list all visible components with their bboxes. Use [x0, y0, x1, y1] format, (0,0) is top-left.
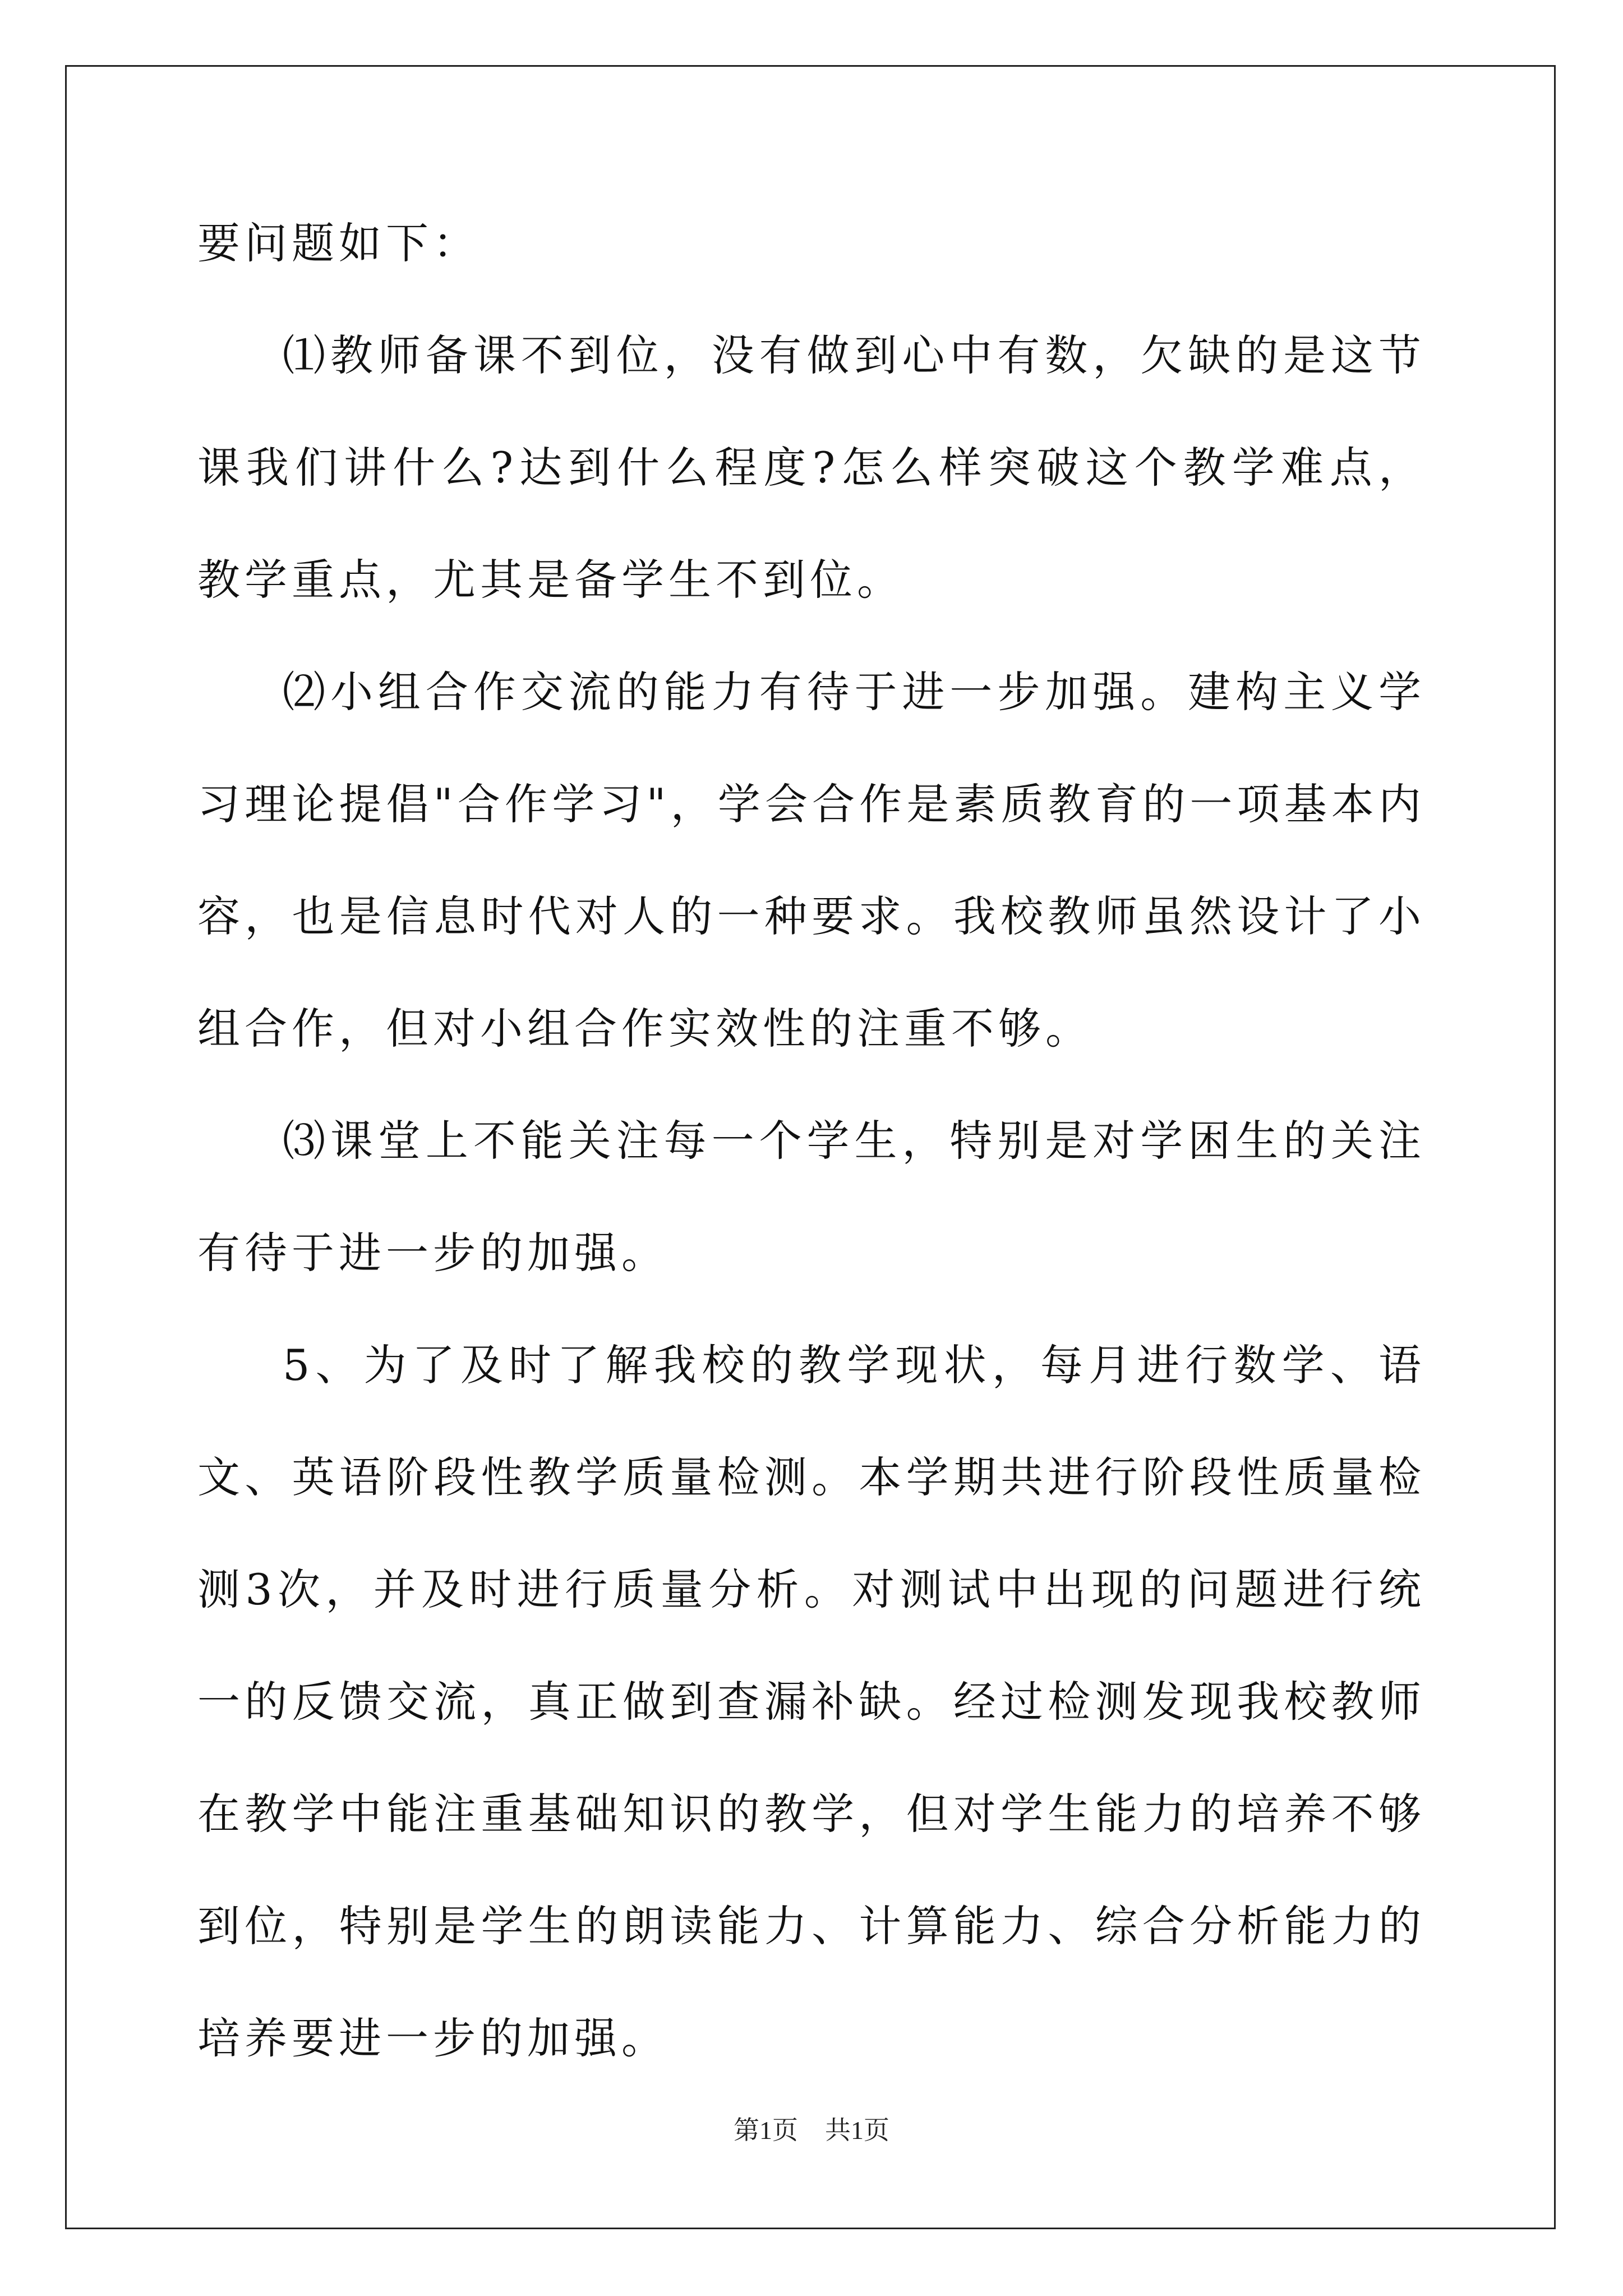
paragraph-item-1: ⑴教师备课不到位，没有做到心中有数，欠缺的是这节课我们讲什么?达到什么程度?怎么样突破这个教学难点，教学重点，尤其是备学生不到位。 — [197, 330, 1426, 605]
paragraph-continued: 要问题如下： — [197, 218, 480, 268]
paragraph-item-3: ⑶课堂上不能关注每一个学生，特别是对学困生的关注有待于进一步的加强。 — [197, 1116, 1426, 1278]
paragraph-section-5: 5、为了及时了解我校的教学现状，每月进行数学、语文、英语阶段性教学质量检测。本学期共进行阶段性质量检测3次，并及时进行质量分析。对测试中出现的问题进行统一的反馈交流，真正做到查漏补缺。经过检测发现我校教师在教学中能注重基础知识的教学，但对学生能力的培养不够到位，特别是学生的朗读能力、计算能力、综合分析能力的培养要进一步的加强。 — [197, 1340, 1426, 2063]
page-number-total: 共1页 — [825, 2116, 889, 2145]
paragraph-item-2: ⑵小组合作交流的能力有待于进一步加强。建构主义学习理论提倡"合作学习"，学会合作是素质教育的一项基本内容，也是信息时代对人的一种要求。我校教师虽然设计了小组合作，但对小组合作实效性的注重不够。 — [197, 667, 1426, 1053]
page-number-current: 第1页 — [734, 2116, 798, 2145]
page-footer — [0, 2114, 1623, 2147]
document-body — [197, 213, 1426, 2076]
